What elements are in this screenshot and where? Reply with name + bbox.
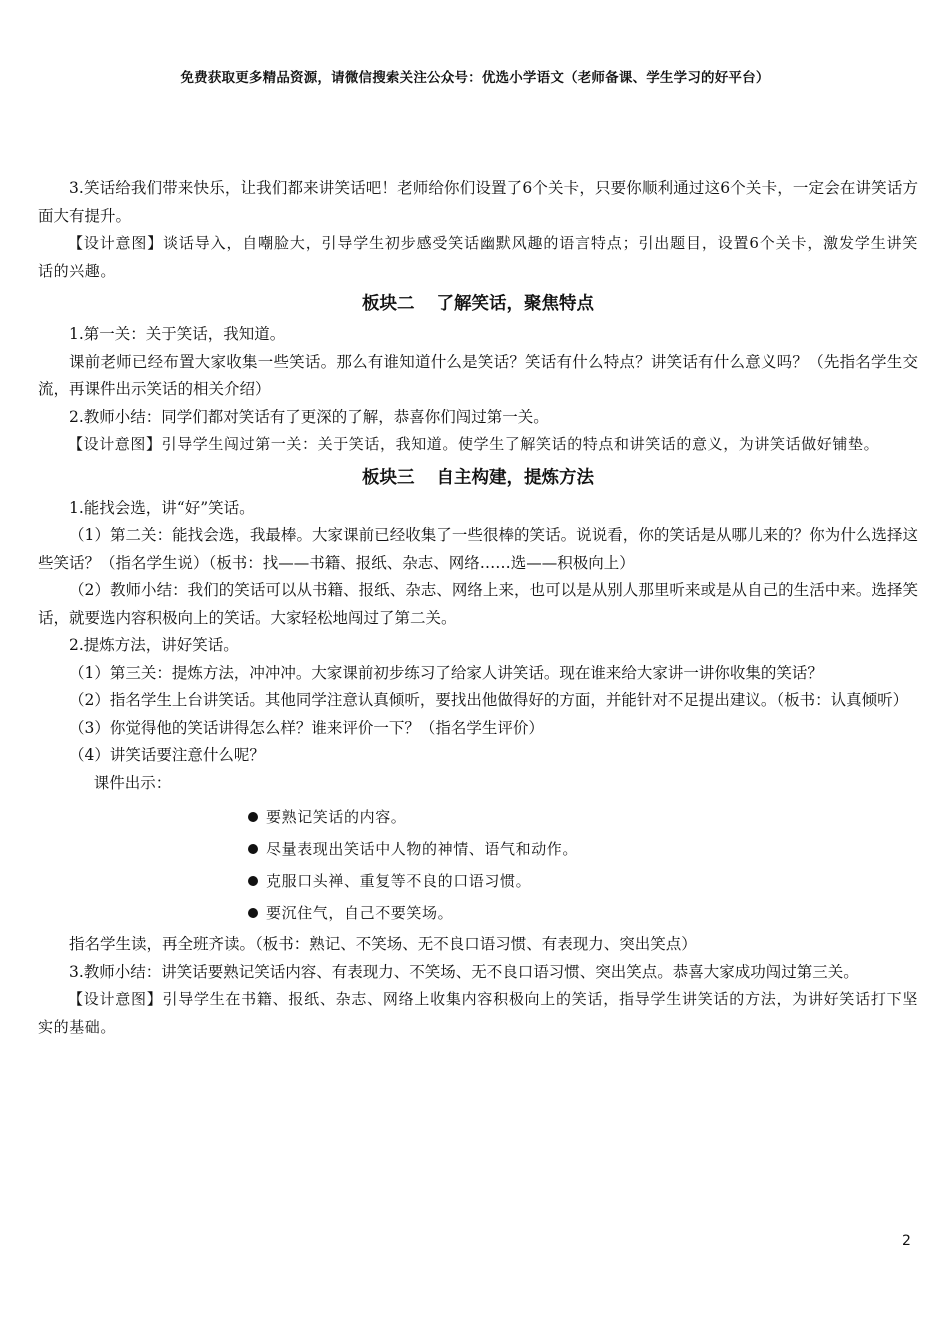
page-header-banner: 免费获取更多精品资源，请微信搜索关注公众号：优选小学语文（老师备课、学生学习的好平台）: [180, 70, 770, 86]
paragraph: 课前老师已经布置大家收集一些笑话。那么有谁知道什么是笑话？笑话有什么特点？讲笑话有什么意义吗？（先指名学生交流，再课件出示笑话的相关介绍）: [38, 352, 918, 398]
paragraph: 2.提炼方法，讲好笑话。: [69, 636, 239, 654]
design-intent-paragraph: 【设计意图】引导学生在书籍、报纸、杂志、网络上收集内容积极向上的笑话，指导学生讲笑话的方法，为讲好笑话打下坚实的基础。: [38, 990, 918, 1036]
section-title: 自主构建，提炼方法: [436, 467, 594, 488]
document-body: [38, 175, 918, 1041]
list-item: [248, 833, 918, 865]
paragraph: （3）你觉得他的笑话讲得怎么样？谁来评价一下？（指名学生评价）: [69, 718, 544, 737]
section-heading-2: [38, 289, 918, 319]
bullet-icon: [248, 844, 258, 854]
section-title: 了解笑话，聚焦特点: [436, 294, 594, 314]
paragraph: （2）教师小结：我们的笑话可以从书籍、报纸、杂志、网络上来，也可以是从别人那里听来或是从自己的生活中来。选择笑话，就要选内容积极向上的笑话。大家轻松地闯过了第二关。: [38, 581, 918, 627]
list-item-text: 要沉住气，自己不要笑场。: [266, 904, 454, 922]
section-number: 板块二: [362, 294, 415, 314]
design-intent-paragraph: 【设计意图】谈话导入，自嘲脸大，引导学生初步感受笑话幽默风趣的语言特点；引出题目，设置6个关卡，激发学生讲笑话的兴趣。: [38, 234, 918, 280]
page-number: 2: [902, 1233, 911, 1249]
section-number: 板块三: [362, 467, 415, 488]
list-item-text: 要熟记笑话的内容。: [266, 808, 407, 826]
paragraph: 2.教师小结：同学们都对笑话有了更深的了解，恭喜你们闯过第一关。: [69, 407, 549, 426]
list-item: [248, 897, 918, 929]
paragraph: 3.教师小结：讲笑话要熟记笑话内容、有表现力、不笑场、无不良口语习惯、突出笑点。恭喜大家成功闯过第三关。: [69, 962, 859, 981]
paragraph: （4）讲笑话要注意什么呢？: [69, 746, 265, 764]
paragraph: 1.能找会选，讲“好”笑话。: [69, 498, 255, 517]
list-item-text: 克服口头禅、重复等不良的口语习惯。: [266, 872, 532, 890]
bullet-icon: [248, 812, 258, 822]
section-heading-3: [38, 463, 918, 493]
paragraph: （2）指名学生上台讲笑话。其他同学注意认真倾听，要找出他做得好的方面，并能针对不足提出建议。（板书：认真倾听）: [69, 691, 909, 709]
paragraph: （1）第二关：能找会选，我最棒。大家课前已经收集了一些很棒的笑话。说说看，你的笑话是从哪儿来的？你为什么选择这些笑话？（指名学生说）（板书：找——书籍、报纸、杂志、网络……选——积极向上）: [38, 526, 918, 572]
paragraph: 指名学生读，再全班齐读。（板书：熟记、不笑场、无不良口语习惯、有表现力、突出笑点）: [69, 935, 697, 953]
bullet-icon: [248, 908, 258, 918]
paragraph: 课件出示：: [93, 773, 172, 792]
courseware-bullet-list: [248, 801, 918, 929]
design-intent-paragraph: 【设计意图】引导学生闯过第一关：关于笑话，我知道。使学生了解笑话的特点和讲笑话的意义，为讲笑话做好铺垫。: [68, 435, 880, 453]
paragraph: （1）第三关：提炼方法，冲冲冲。大家课前初步练习了给家人讲笑话。现在谁来给大家讲一讲你收集的笑话？: [69, 663, 823, 682]
paragraph: 1.第一关：关于笑话，我知道。: [69, 325, 286, 343]
list-item: [248, 865, 918, 897]
bullet-icon: [248, 876, 258, 886]
paragraph: 3.笑话给我们带来快乐，让我们都来讲笑话吧！老师给你们设置了6个关卡，只要你顺利通过这6个关卡，一定会在讲笑话方面大有提升。: [38, 179, 918, 225]
list-item-text: 尽量表现出笑话中人物的神情、语气和动作。: [266, 840, 579, 858]
list-item: [248, 801, 918, 833]
